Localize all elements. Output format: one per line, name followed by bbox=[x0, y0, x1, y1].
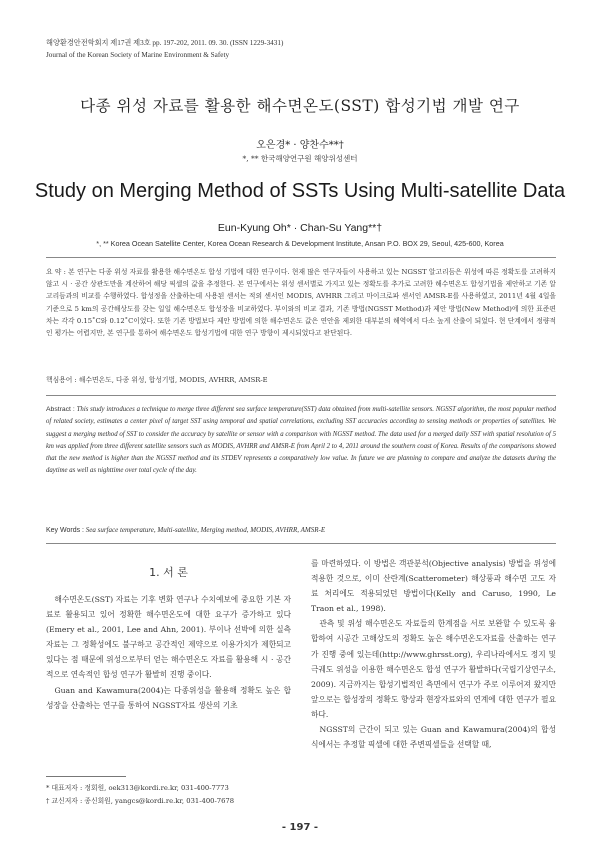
body-column-left bbox=[46, 566, 291, 713]
footnote-corresponding-author: * 대표저자 : 정회원, oek313@kordi.re.kr, 031-400-7773 bbox=[46, 784, 229, 792]
abstract-korean-text: 본 연구는 다종 위성 자료를 활용한 해수면온도 합성 기법에 대한 연구이다. 현재 많은 연구자들이 사용하고 있는 NGSST 알고리듬은 위성에 따른 정확도를 고려하지 않고 시 · 공간 상관도만을 계산하여 해당 픽셀의 값을 추정한다. 본 연구에서는 위성 센서별로 가지고 있는 정확도를 추가로 고려한 해수면온도 합성기법을 제안하고 기존 알고리듬과의 비교를 수행하였다. 합성정을 산출하는데 사용된 센서는 적외 센서인 MODIS, AVHRR 그리고 마이크로파 센서인 AMSR-E를 사용하였고, 2011년 4월 4일을 기준으로 5 km의 공간해상도를 갖는 일일 해수면온도 합성장을 비교하였다. 부이와의 비교 결과, 기존 방법(NGSST Method)과 제안 방법(New Method)에 의한 표준편차는 각각 0.15˚C와 0.12˚C이었다. 또한 기존 방법보다 제안 방법에 의한 해수면온도 값은 연안을 제외한 대부분의 해역에서 다소 높게 산출이 되었다. 현 단계에서 정량적인 평가는 어렵지만, 본 연구를 통하여 해수면온도 합성기법에 대한 연구 방향이 제시되었다고 판단된다. bbox=[46, 268, 557, 338]
keywords-english bbox=[46, 526, 556, 534]
divider-bottom bbox=[46, 543, 556, 544]
journal-name: Journal of the Korean Society of Marine Environment & Safety bbox=[46, 51, 230, 59]
body-paragraph: NGSST의 근간이 되고 있는 Guan and Kawamura(2004)의 합성식에서는 추정할 픽셀에 대한 주변픽셀들을 선택할 때, bbox=[311, 725, 556, 750]
affiliation-korean: *, ** 한국해양연구원 해양위성센터 bbox=[242, 154, 358, 163]
paper-title-english: Study on Merging Method of SSTs Using Multi-satellite Data bbox=[34, 180, 566, 202]
footnote-correspondence: † 교신저자 : 종신회원, yangcs@kordi.re.kr, 031-400-7678 bbox=[46, 796, 235, 805]
keywords-korean-label: 핵심용어 : bbox=[46, 376, 77, 384]
authors-korean: 오은경* · 양찬수**† bbox=[256, 140, 344, 151]
abstract-english-label: Abstract : bbox=[46, 406, 75, 413]
divider-top bbox=[46, 257, 556, 258]
body-paragraph: 를 마련하였다. 이 방법은 객관분석(Objective analysis) 방법을 위성에 적용한 것으로, 이미 산란계(Scatterometer) 해상풍과 해수면 고도 자료 처리에도 적용되었던 방법이다(Kelly and Caruso, 1990, Le Traon et al., 1998). bbox=[311, 559, 556, 614]
journal-citation: 해양환경안전학회지 제17권 제3호 pp. 197-202, 2011. 09. 30. (ISSN 1229-3431) bbox=[46, 39, 284, 47]
affiliation-english: *, ** Korea Ocean Satellite Center, Korea Ocean Research & Development Institute, Ansan P.O. BOX 29, Seoul, 425-600, Korea bbox=[96, 239, 504, 248]
keywords-korean bbox=[46, 374, 556, 384]
body-paragraph: 해수면온도(SST) 자료는 기후 변화 연구나 수치예보에 중요한 기본 자료로 활용되고 있어 정확한 해수면온도에 대한 요구가 증가하고 있다(Emery et al., 2001, Lee and Ahn, 2001). 부이나 선박에 의한 실측 자료는 그 정확성에도 불구하고 공간적인 제약으로 이용가치가 제한되고 있다는 점 때문에 위성으로부터 얻는 해수면온도 자료를 활용해 시 · 공간적으로 연속적인 합성 연구가 활발히 진행 중이다. bbox=[46, 595, 291, 680]
paper-title-korean: 다종 위성 자료를 활용한 해수면온도(SST) 합성기법 개발 연구 bbox=[80, 97, 520, 115]
footnotes bbox=[46, 782, 291, 807]
body-paragraph: 관측 및 위성 해수면온도 자료들의 한계점을 서로 보완할 수 있도록 융합하여 시공간 고해상도의 정확도 높은 해수면온도자료를 산출하는 연구가 진행 중에 있는데(http://www.ghrsst.org), 우리나라에서도 정지 및 극궤도 위성을 이용한 해수면온도 합성 연구가 활발하다(국립기상연구소, 2009). 지금까지는 합성기법적인 측면에서 연구가 주로 이루어져 왔지만 앞으로는 합성장의 정확도 향상과 현장자료와의 연계에 대한 연구가 필요하다. bbox=[311, 619, 556, 719]
abstract-english-text: This study introduces a technique to merge three different sea surface temperature(SST) data obtained from multi-satellite sensors. NGSST algorithm, the most popular method of related society, estimates a center pixel of target SST using temporal and spatial correlations, excluding SST accuracies according to sensing methods or properties of satellites. We suggest a merging method of SST to consider the accuracy by satellite or sensor with a comparison with NGSST method. The data used for a merged daily SST with spatial resolution of 5 km was applied from three different satellite sensors such as MODIS, AVHRR and AMSR-E from April 2 to 4, 2011 around the southern coast of Korea. Results of the comparisons showed that the new method is higher than the NGSST method and its STDEV represents a comparatively low value. In future we are planning to compare and analyze the datasets during the daytime as well as nighttime over total cycle of the day. bbox=[46, 406, 556, 475]
abstract-korean bbox=[46, 266, 556, 339]
section-heading-introduction: 1. 서 론 bbox=[149, 566, 188, 579]
keywords-english-text: Sea surface temperature, Multi-satellite, Merging method, MODIS, AVHRR, AMSR-E bbox=[85, 526, 326, 534]
abstract-korean-label: 요 약 : bbox=[46, 268, 66, 276]
authors-english: Eun-Kyung Oh* · Chan-Su Yang**† bbox=[217, 222, 383, 234]
footnote-divider bbox=[46, 776, 126, 777]
page-number: - 197 - bbox=[281, 822, 319, 833]
keywords-korean-text: 해수면온도, 다종 위성, 합성기법, MODIS, AVHRR, AMSR-E bbox=[78, 376, 268, 384]
body-column-right bbox=[311, 556, 556, 752]
body-paragraph: Guan and Kawamura(2004)는 다종위성을 활용해 정확도 높은 합성장을 산출하는 연구를 통하여 NGSST자료 생산의 기초 bbox=[46, 685, 291, 710]
divider-middle bbox=[46, 395, 556, 396]
abstract-english bbox=[46, 404, 556, 478]
keywords-english-label: Key Words : bbox=[46, 527, 84, 534]
